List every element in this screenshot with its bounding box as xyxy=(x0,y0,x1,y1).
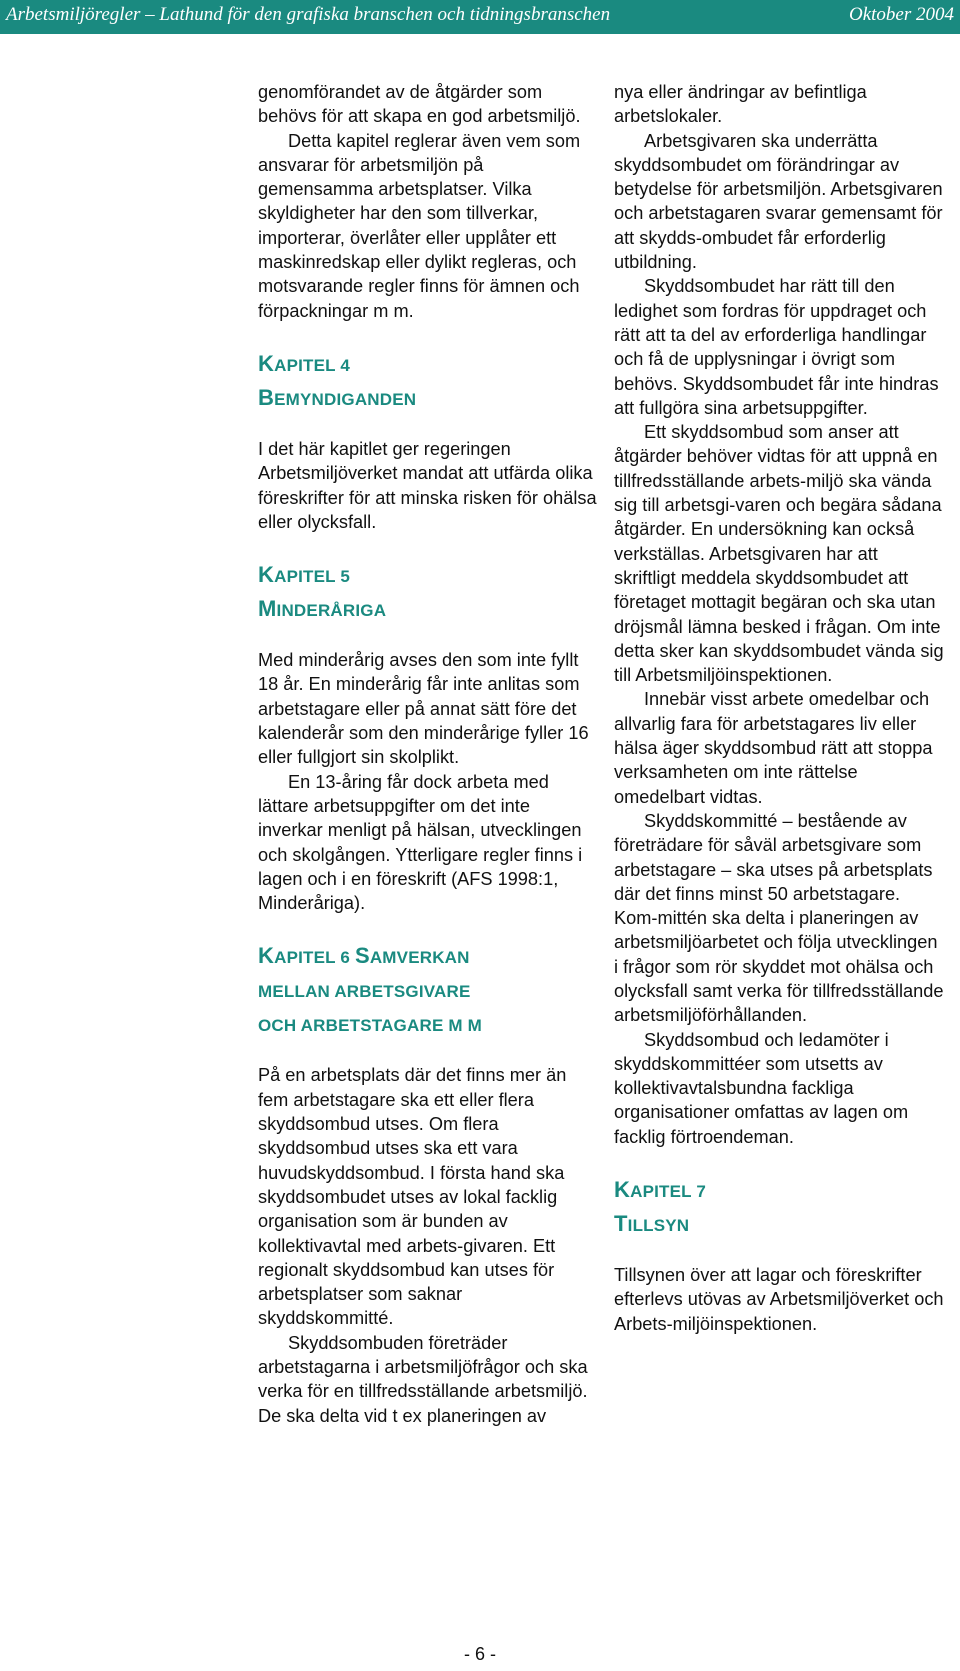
paragraph: Innebär visst arbete omedelbar och allvarlig fara för arbetstagares liv eller hälsa äger skyddsombud rätt att stoppa verksamheten om inte rättelse omedelbart vidtas. xyxy=(614,689,933,807)
paragraph: Skyddskommitté – bestående av företrädare för såväl arbetsgivare som arbetstagare – ska utses på arbetsplats där det finns minst 50 arbetstagare. Kom-mittén ska delta i planeringen av arbetsmiljöarbetet och följa utvecklingen i frågor som rör skyddet mot ohälsa och olycksfall samt verka för tillfredsställande arbetsmiljöförhållanden. xyxy=(614,810,944,1026)
chapter-7-heading: KAPITEL 7 TILLSYN xyxy=(614,1177,707,1237)
paragraph: Skyddsombud och ledamöter i skyddskommittéer som utsetts av kollektivavtalsbundna fackliga organisationer omfattas av lagen om facklig förtroendeman. xyxy=(614,1029,909,1147)
paragraph: På en arbetsplats där det finns mer än fem arbetstagare ska ett eller flera skyddsombud utses. Om flera skyddsombud utses ska ett vara huvudskyddsombud. I första hand ska skyddsombudet utses av lokal facklig organisation som är bunden av kollektivavtal med arbets-givaren. Ett regionalt skyddsombud kan utses för arbetsplatser som saknar skyddskommitté. xyxy=(258,1065,567,1329)
page-number: - 6 - xyxy=(463,1644,496,1664)
chapter-5-heading: KAPITEL 5 MINDERÅRIGA xyxy=(258,562,387,622)
paragraph: Arbetsgivaren ska underrätta skyddsombudet om förändringar av betydelse för arbetsmiljön. Arbetsgivaren och arbetstagaren svarar gemensamt för att skydds-ombudet får erforderlig utbildning. xyxy=(614,130,943,273)
header-title: Arbetsmiljöregler – Lathund för den grafiska branschen och tidningsbranschen xyxy=(6,4,611,25)
paragraph: genomförandet av de åtgärder som behövs för att skapa en god arbetsmiljö. xyxy=(258,82,581,127)
paragraph: Tillsynen över att lagar och föreskrifter efterlevs utövas av Arbetsmiljöverket och Arbets-miljöinspektionen. xyxy=(614,1265,944,1334)
right-column xyxy=(614,80,944,1336)
header-date: Oktober 2004 xyxy=(848,4,954,25)
paragraph: Detta kapitel reglerar även vem som ansvarar för arbetsmiljön på gemensamma arbetsplatser. Vilka skyldigheter har den som tillverkar, importerar, överlåter eller upplåter ett maskinredskap eller dylikt regleras, och motsvarande regler finns för ämnen och förpackningar m m. xyxy=(258,130,581,321)
paragraph: I det här kapitlet ger regeringen Arbetsmiljöverket mandat att utfärda olika föreskrifter för att minska risken för ohälsa eller olycksfall. xyxy=(258,438,597,532)
paragraph: En 13-åring får dock arbeta med lättare arbetsuppgifter om det inte inverkar menligt på hälsan, utvecklingen och skolgången. Ytterligare regler finns i lagen och i en föreskrift (AFS 1998:1, Minderåriga). xyxy=(258,771,583,914)
paragraph: Med minderårig avses den som inte fyllt 18 år. En minderårig får inte anlitas som arbetstagare eller på annat sätt före det kalenderår som den minderårige fyller 16 eller fullgjort sin skolplikt. xyxy=(258,650,589,768)
chapter-6-heading: KAPITEL 6 SAMVERKAN MELLAN ARBETSGIVARE OCH ARBETSTAGARE M M xyxy=(258,943,483,1036)
paragraph: nya eller ändringar av befintliga arbetslokaler. xyxy=(614,82,867,127)
chapter-4-heading: KAPITEL 4 BEMYNDIGANDEN xyxy=(258,350,417,410)
page-header xyxy=(0,0,960,34)
paragraph: Skyddsombuden företräder arbetstagarna i arbetsmiljöfrågor och ska verka för en tillfredsställande arbetsmiljö. De ska delta vid t ex planeringen av xyxy=(258,1332,588,1426)
paragraph: Skyddsombudet har rätt till den ledighet som fordras för uppdraget och rätt att ta del av erforderliga handlingar och få de upplysningar i övrigt som behövs. Skyddsombudet får inte hindras att fullgöra sina arbetsuppgifter. xyxy=(614,276,939,418)
paragraph: Ett skyddsombud som anser att åtgärder behöver vidtas för att uppnå en tillfredsställande arbets-miljö ska vända sig till arbetsgi-varen och begära sådana åtgärder. En undersökning kan också verkställas. Arbetsgivaren har att skriftligt meddela skyddsombudet att företaget mottagit begäran och ska utan dröjsmål lämna besked i frågan. Om inte detta sker kan skyddsombudet vända sig till Arbetsmiljöinspektionen. xyxy=(614,422,944,686)
left-column xyxy=(258,80,598,1428)
